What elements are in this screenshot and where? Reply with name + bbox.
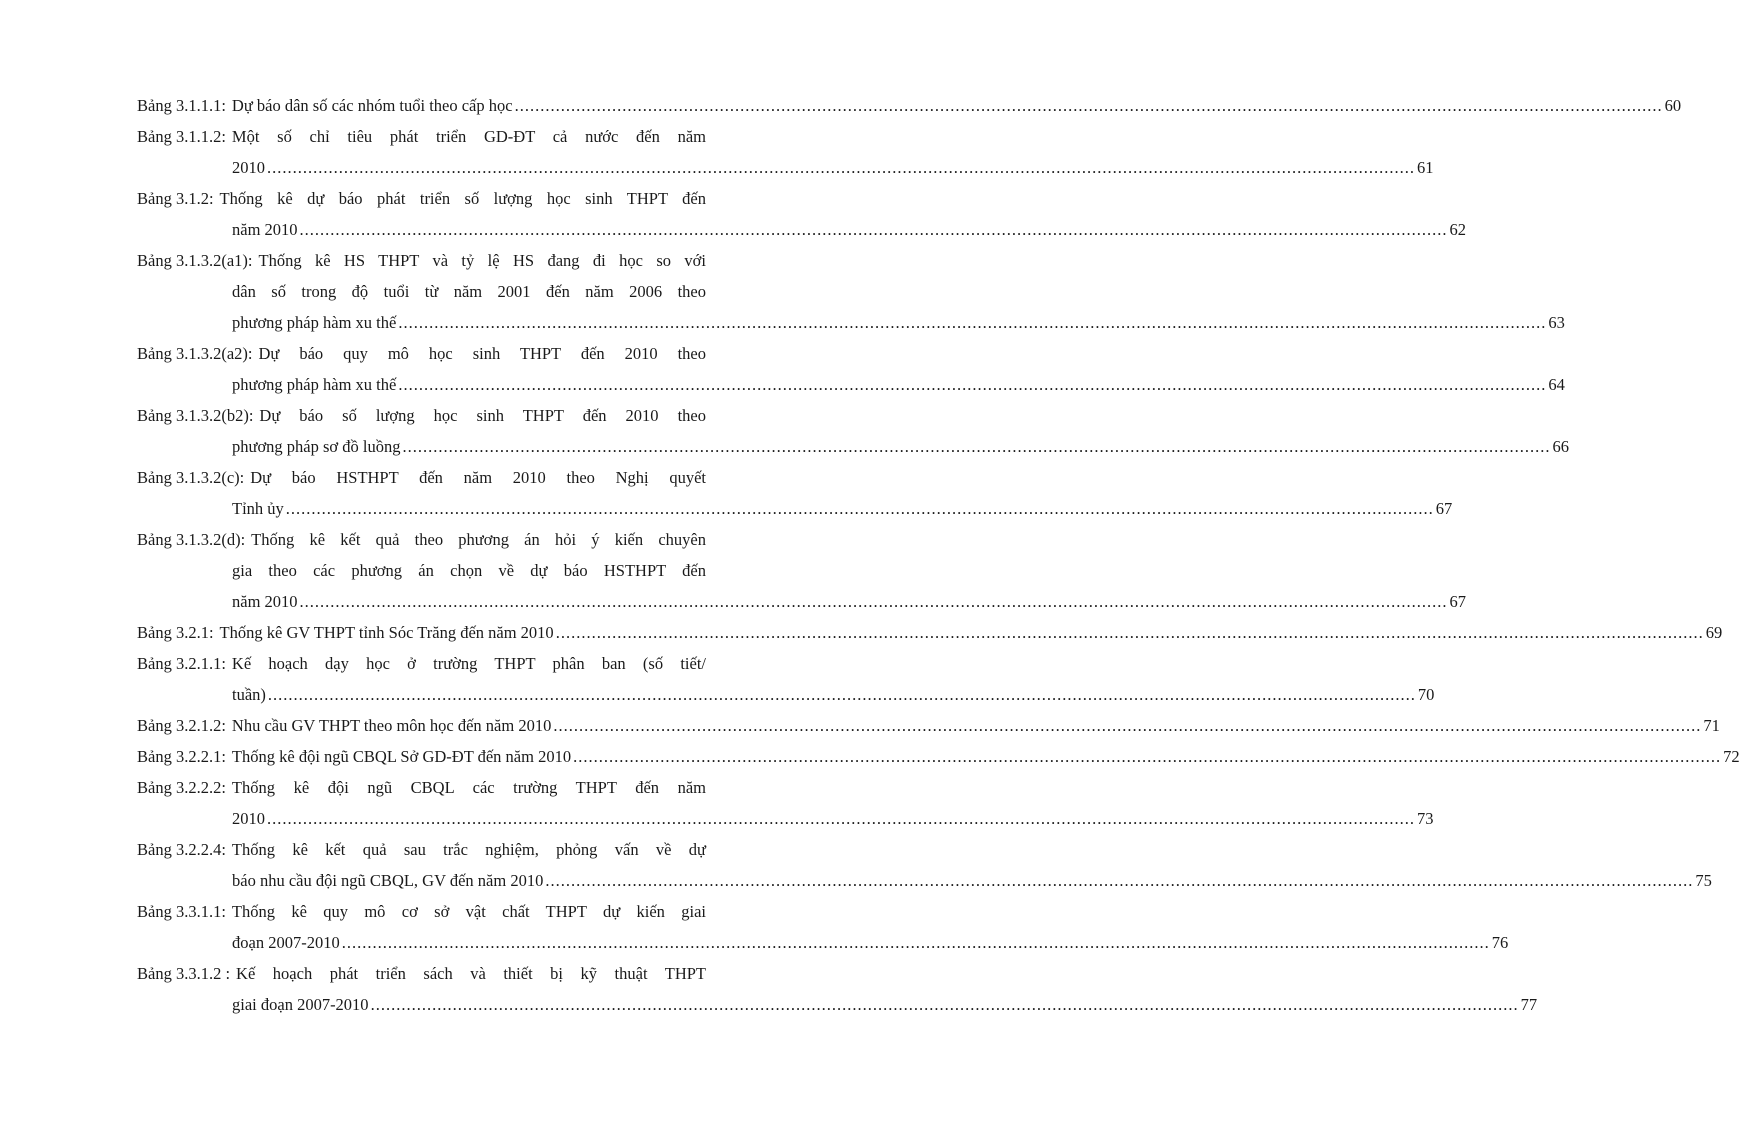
toc-entry-page-number: 67 (1435, 499, 1453, 518)
toc-entry-label: Bảng 3.1.1.1: (137, 96, 226, 115)
toc-entry-title: gia theo các phương án chọn về dự báo HSTHPT đến (232, 561, 706, 580)
dot-leader (573, 741, 1721, 772)
toc-entry[interactable] (137, 617, 1723, 648)
toc-entry[interactable] (137, 834, 1712, 896)
toc-entry-title: dân số trong độ tuổi từ năm 2001 đến năm 2006 theo (232, 282, 706, 301)
toc-entry[interactable] (137, 648, 1435, 710)
dot-leader (515, 90, 1663, 121)
toc-entry-title: Kế hoạch dạy học ở trường THPT phân ban (số tiết/ (231, 654, 706, 673)
toc-entry-title: Dự báo quy mô học sinh THPT đến 2010 theo (258, 344, 706, 363)
dot-leader (556, 617, 1704, 648)
toc-entry-title: giai đoạn 2007-2010 (232, 995, 369, 1014)
toc-entry-title: Thống kê kết quả theo phương án hỏi ý kiến chuyên (251, 530, 706, 549)
toc-entry-page-number: 77 (1520, 995, 1538, 1014)
dot-leader (286, 493, 1434, 524)
toc-entry[interactable] (137, 245, 1565, 338)
dot-leader (300, 214, 1448, 245)
dot-leader (545, 865, 1693, 896)
toc-entry-page-number: 66 (1552, 437, 1569, 456)
toc-entry-title: năm 2010 (232, 220, 298, 239)
toc-entry-label: Bảng 3.1.3.2(b2): (137, 406, 254, 425)
toc-entry-label: Bảng 3.2.2.2: (137, 778, 226, 797)
toc-entry-title: Kế hoạch phát triển sách và thiết bị kỹ thuật THPT (236, 964, 706, 983)
dot-leader (300, 586, 1448, 617)
toc-entry-title: Thống kê quy mô cơ sở vật chất THPT dự kiến giai (231, 902, 706, 921)
toc-entry[interactable] (137, 121, 1434, 183)
dot-leader (398, 369, 1546, 400)
toc-entry[interactable] (137, 958, 1538, 1020)
toc-entry-title: Thống kê kết quả sau trắc nghiệm, phỏng vấn về dự (231, 840, 706, 859)
dot-leader (268, 679, 1416, 710)
toc-entry-title: 2010 (232, 158, 265, 177)
toc-entry-title: phương pháp hàm xu thế (232, 313, 397, 332)
toc-entry[interactable] (137, 183, 1467, 245)
toc-entry[interactable] (137, 772, 1434, 834)
dot-leader (267, 152, 1415, 183)
toc-entry-label: Bảng 3.1.3.2(a2): (137, 344, 253, 363)
toc-entry-title: Dự báo dân số các nhóm tuổi theo cấp học (231, 96, 513, 115)
toc-entry-title: Dự báo số lượng học sinh THPT đến 2010 theo (259, 406, 706, 425)
toc-entry-page-number: 60 (1664, 96, 1682, 115)
toc-entry-title: năm 2010 (232, 592, 298, 611)
toc-entry[interactable] (137, 524, 1467, 617)
toc-entry-title: Thống kê đội ngũ CBQL các trường THPT đến năm (231, 778, 706, 797)
toc-entry-title: Một số chỉ tiêu phát triển GD-ĐT cả nước đến năm (231, 127, 706, 146)
toc-entry[interactable] (137, 400, 1569, 462)
toc-entry-page-number: 67 (1449, 592, 1467, 611)
toc-entry-label: Bảng 3.1.3.2(c): (137, 468, 245, 487)
toc-entry-page-number: 75 (1695, 871, 1712, 890)
dot-leader (553, 710, 1701, 741)
toc-entry-title: Thống kê dự báo phát triển số lượng học sinh THPT đến (219, 189, 706, 208)
toc-entry-label: Bảng 3.2.1.1: (137, 654, 226, 673)
toc-entry-page-number: 63 (1548, 313, 1565, 332)
dot-leader (267, 803, 1415, 834)
toc-entry-title: đoạn 2007-2010 (232, 933, 340, 952)
toc-entry-page-number: 72 (1723, 747, 1740, 766)
toc-entry-page-number: 62 (1449, 220, 1467, 239)
toc-entry-title: Thống kê HS THPT và tỷ lệ HS đang đi học so với (258, 251, 706, 270)
toc-entry-page-number: 69 (1705, 623, 1723, 642)
toc-entry-page-number: 70 (1417, 685, 1435, 704)
toc-entry-title: phương pháp hàm xu thế (232, 375, 397, 394)
toc-entry-page-number: 71 (1703, 716, 1720, 735)
toc-entry-title: Thống kê GV THPT tỉnh Sóc Trăng đến năm 2010 (219, 623, 554, 642)
toc-entry-title: tuần) (232, 685, 266, 704)
toc-entry[interactable] (137, 710, 1720, 741)
toc-entry-title: Thống kê đội ngũ CBQL Sở GD-ĐT đến năm 2010 (231, 747, 572, 766)
toc-entry[interactable] (137, 896, 1509, 958)
toc-entry-page-number: 61 (1417, 158, 1434, 177)
toc-entry-label: Bảng 3.2.2.1: (137, 747, 226, 766)
toc-entry[interactable] (137, 90, 1682, 121)
table-of-tables (137, 90, 1740, 1020)
toc-entry-page-number: 73 (1417, 809, 1434, 828)
toc-entry-label: Bảng 3.3.1.1: (137, 902, 226, 921)
dot-leader (342, 927, 1490, 958)
toc-entry-title: Nhu cầu GV THPT theo môn học đến năm 2010 (231, 716, 552, 735)
dot-leader (402, 431, 1550, 462)
toc-entry-label: Bảng 3.2.2.4: (137, 840, 226, 859)
toc-entry[interactable] (137, 462, 1453, 524)
toc-entry[interactable] (137, 741, 1740, 772)
toc-entry-page-number: 76 (1491, 933, 1509, 952)
dot-leader (398, 307, 1546, 338)
toc-entry-label: Bảng 3.1.1.2: (137, 127, 226, 146)
toc-entry-label: Bảng 3.1.3.2(a1): (137, 251, 253, 270)
toc-entry-label: Bảng 3.1.3.2(d): (137, 530, 246, 549)
toc-entry-title: phương pháp sơ đồ luồng (232, 437, 401, 456)
toc-entry-label: Bảng 3.2.1: (137, 623, 214, 642)
toc-entry-label: Bảng 3.1.2: (137, 189, 214, 208)
toc-entry-title: Tỉnh ủy (232, 499, 284, 518)
toc-entry[interactable] (137, 338, 1565, 400)
toc-entry-label: Bảng 3.2.1.2: (137, 716, 226, 735)
dot-leader (371, 989, 1519, 1020)
toc-entry-title: 2010 (232, 809, 265, 828)
toc-entry-title: báo nhu cầu đội ngũ CBQL, GV đến năm 2010 (232, 871, 544, 890)
toc-entry-label: Bảng 3.3.1.2 : (137, 964, 231, 983)
toc-entry-page-number: 64 (1548, 375, 1565, 394)
toc-entry-title: Dự báo HSTHPT đến năm 2010 theo Nghị quyết (250, 468, 706, 487)
